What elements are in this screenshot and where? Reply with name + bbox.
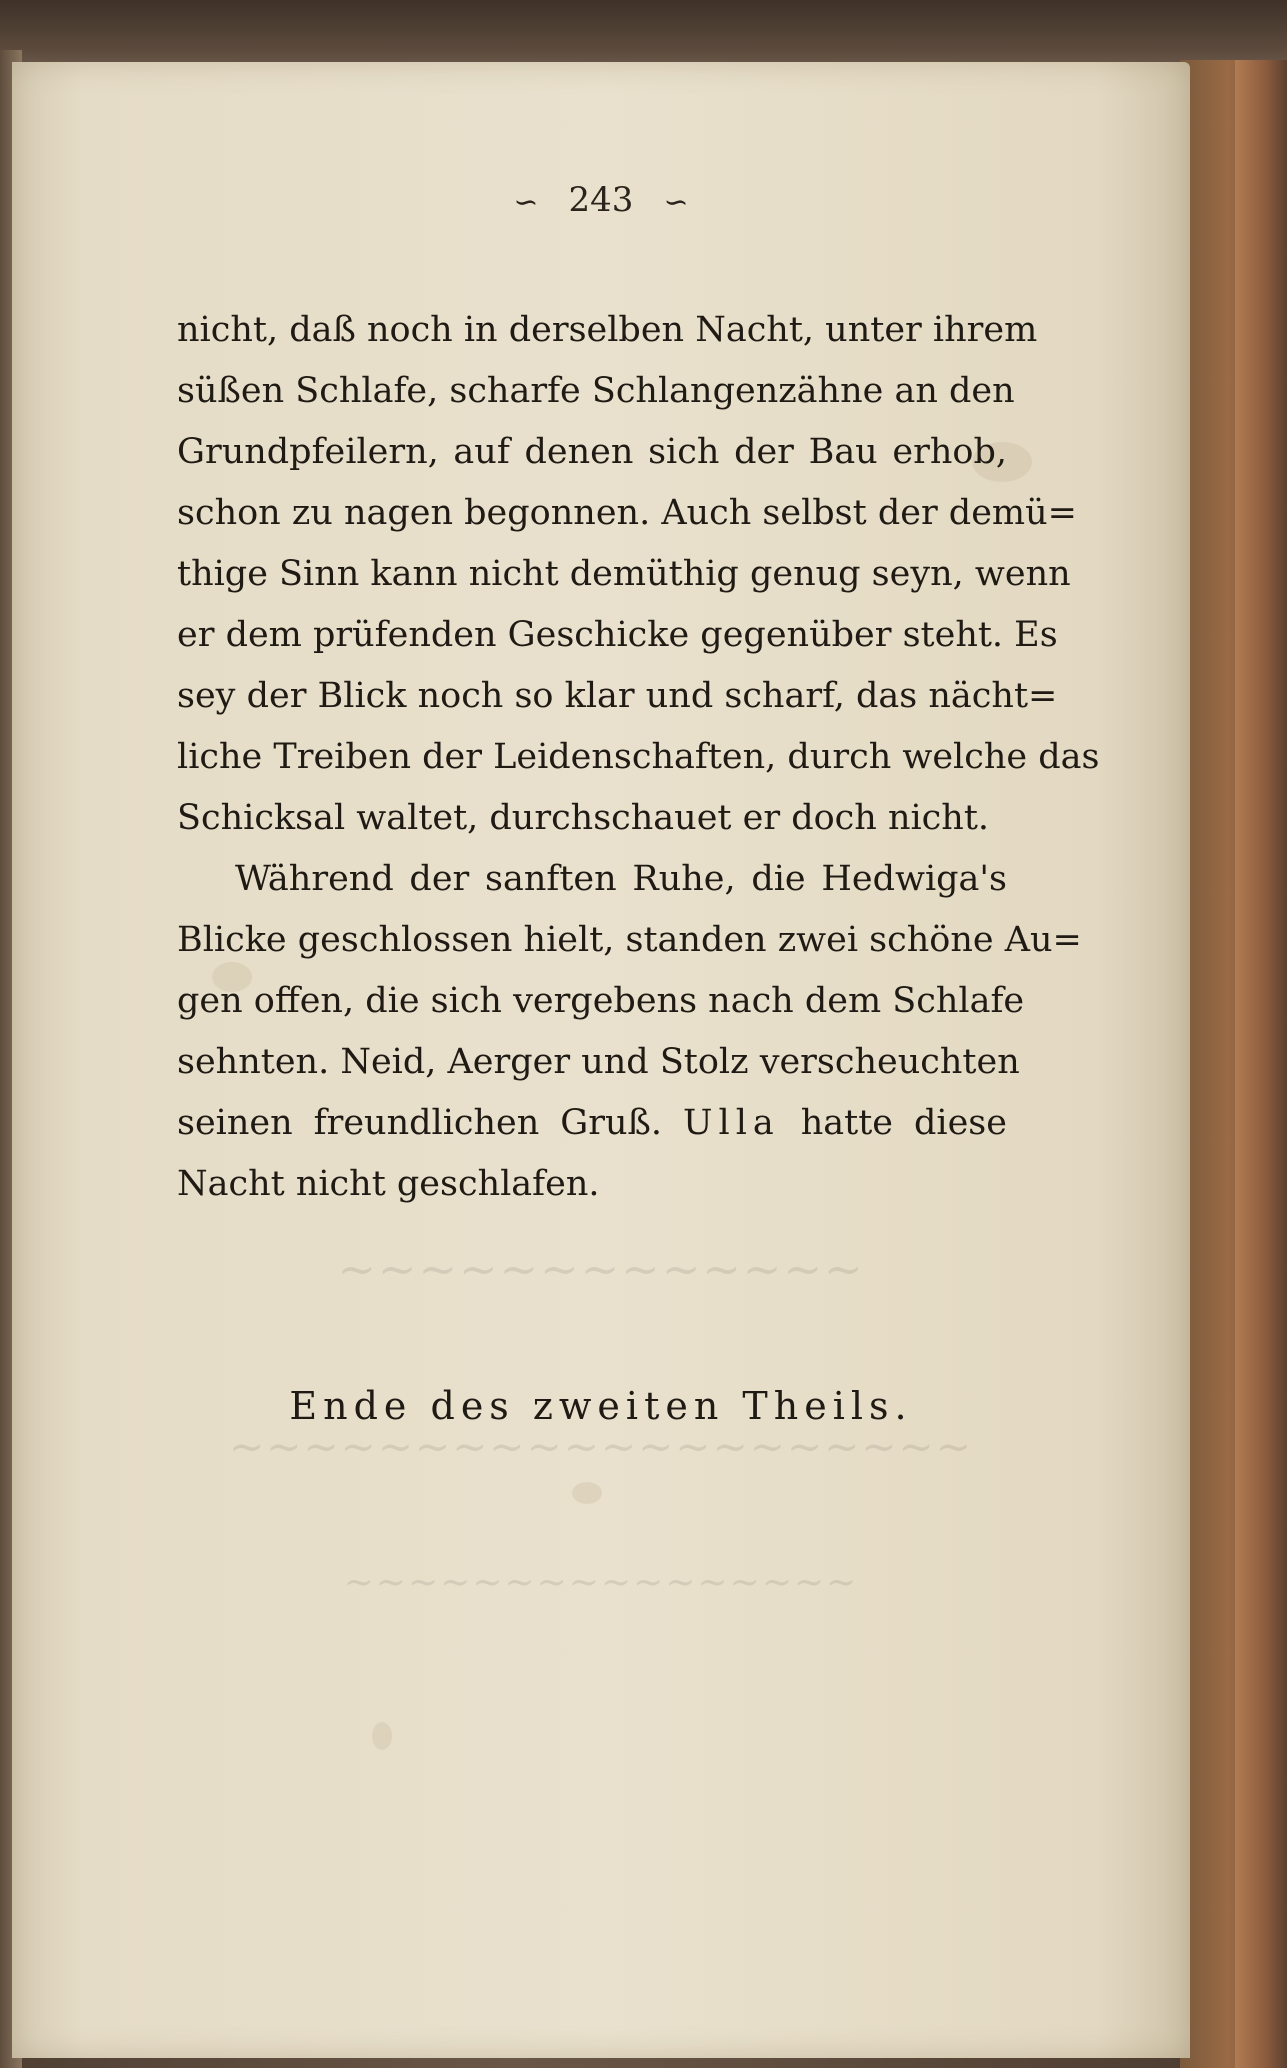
book-binding-top bbox=[0, 0, 1287, 70]
body-text bbox=[177, 300, 1100, 1215]
text-line: er dem prüfenden Geschicke gegenüber steht. Es bbox=[177, 615, 1058, 655]
bleed-through-text: ~~~~~~~~~~~~~ bbox=[337, 1242, 865, 1296]
page-number: 243 bbox=[568, 180, 634, 220]
text-line: thige Sinn kann nicht demüthig genug seyn, wenn bbox=[177, 554, 1071, 594]
text-line bbox=[177, 1093, 1007, 1154]
text-segment: seinen freundlichen Gruß. bbox=[177, 1103, 663, 1143]
bleed-through-text: ~~~~~~~~~~~~~~~~~~~~ bbox=[229, 1422, 973, 1471]
text-line: Grundpfeilern, auf denen sich der Bau erhob, bbox=[177, 432, 1007, 472]
bleed-through-text: ~~~~~~~~~~~~~~~~ bbox=[343, 1562, 859, 1603]
page-header bbox=[12, 180, 1190, 220]
text-line: sey der Blick noch so klar und scharf, das nächt= bbox=[177, 676, 1058, 716]
text-line: Blicke geschlossen hielt, standen zwei schöne Au= bbox=[177, 920, 1082, 960]
ornament-left: ∽ bbox=[513, 184, 539, 220]
paper-stain bbox=[372, 1722, 392, 1750]
text-line: schon zu nagen begonnen. Auch selbst der demü= bbox=[177, 493, 1077, 533]
text-line: Schicksal waltet, durchschauet er doch nicht. bbox=[177, 798, 990, 838]
book-page bbox=[12, 62, 1190, 2058]
text-line: sehnten. Neid, Aerger und Stolz verscheuchten bbox=[177, 1042, 1020, 1082]
text-line: Nacht nicht geschlafen. bbox=[177, 1164, 600, 1204]
text-line: liche Treiben der Leidenschaften, durch welche das bbox=[177, 737, 1100, 777]
ornament-right: ∽ bbox=[663, 184, 689, 220]
character-name-ulla: Ulla bbox=[683, 1103, 780, 1143]
paper-stain bbox=[572, 1482, 602, 1504]
text-segment: hatte diese bbox=[800, 1103, 1007, 1143]
text-line: nicht, daß noch in derselben Nacht, unter ihrem bbox=[177, 310, 1038, 350]
end-of-part-title: Ende des zweiten Theils. bbox=[289, 1384, 913, 1428]
book-cover-edge bbox=[1235, 60, 1287, 2068]
text-line: Während der sanften Ruhe, die Hedwiga's bbox=[235, 859, 1007, 899]
text-line: süßen Schlafe, scharfe Schlangenzähne an den bbox=[177, 371, 1015, 411]
text-line: gen offen, die sich vergebens nach dem Schlafe bbox=[177, 981, 1025, 1021]
